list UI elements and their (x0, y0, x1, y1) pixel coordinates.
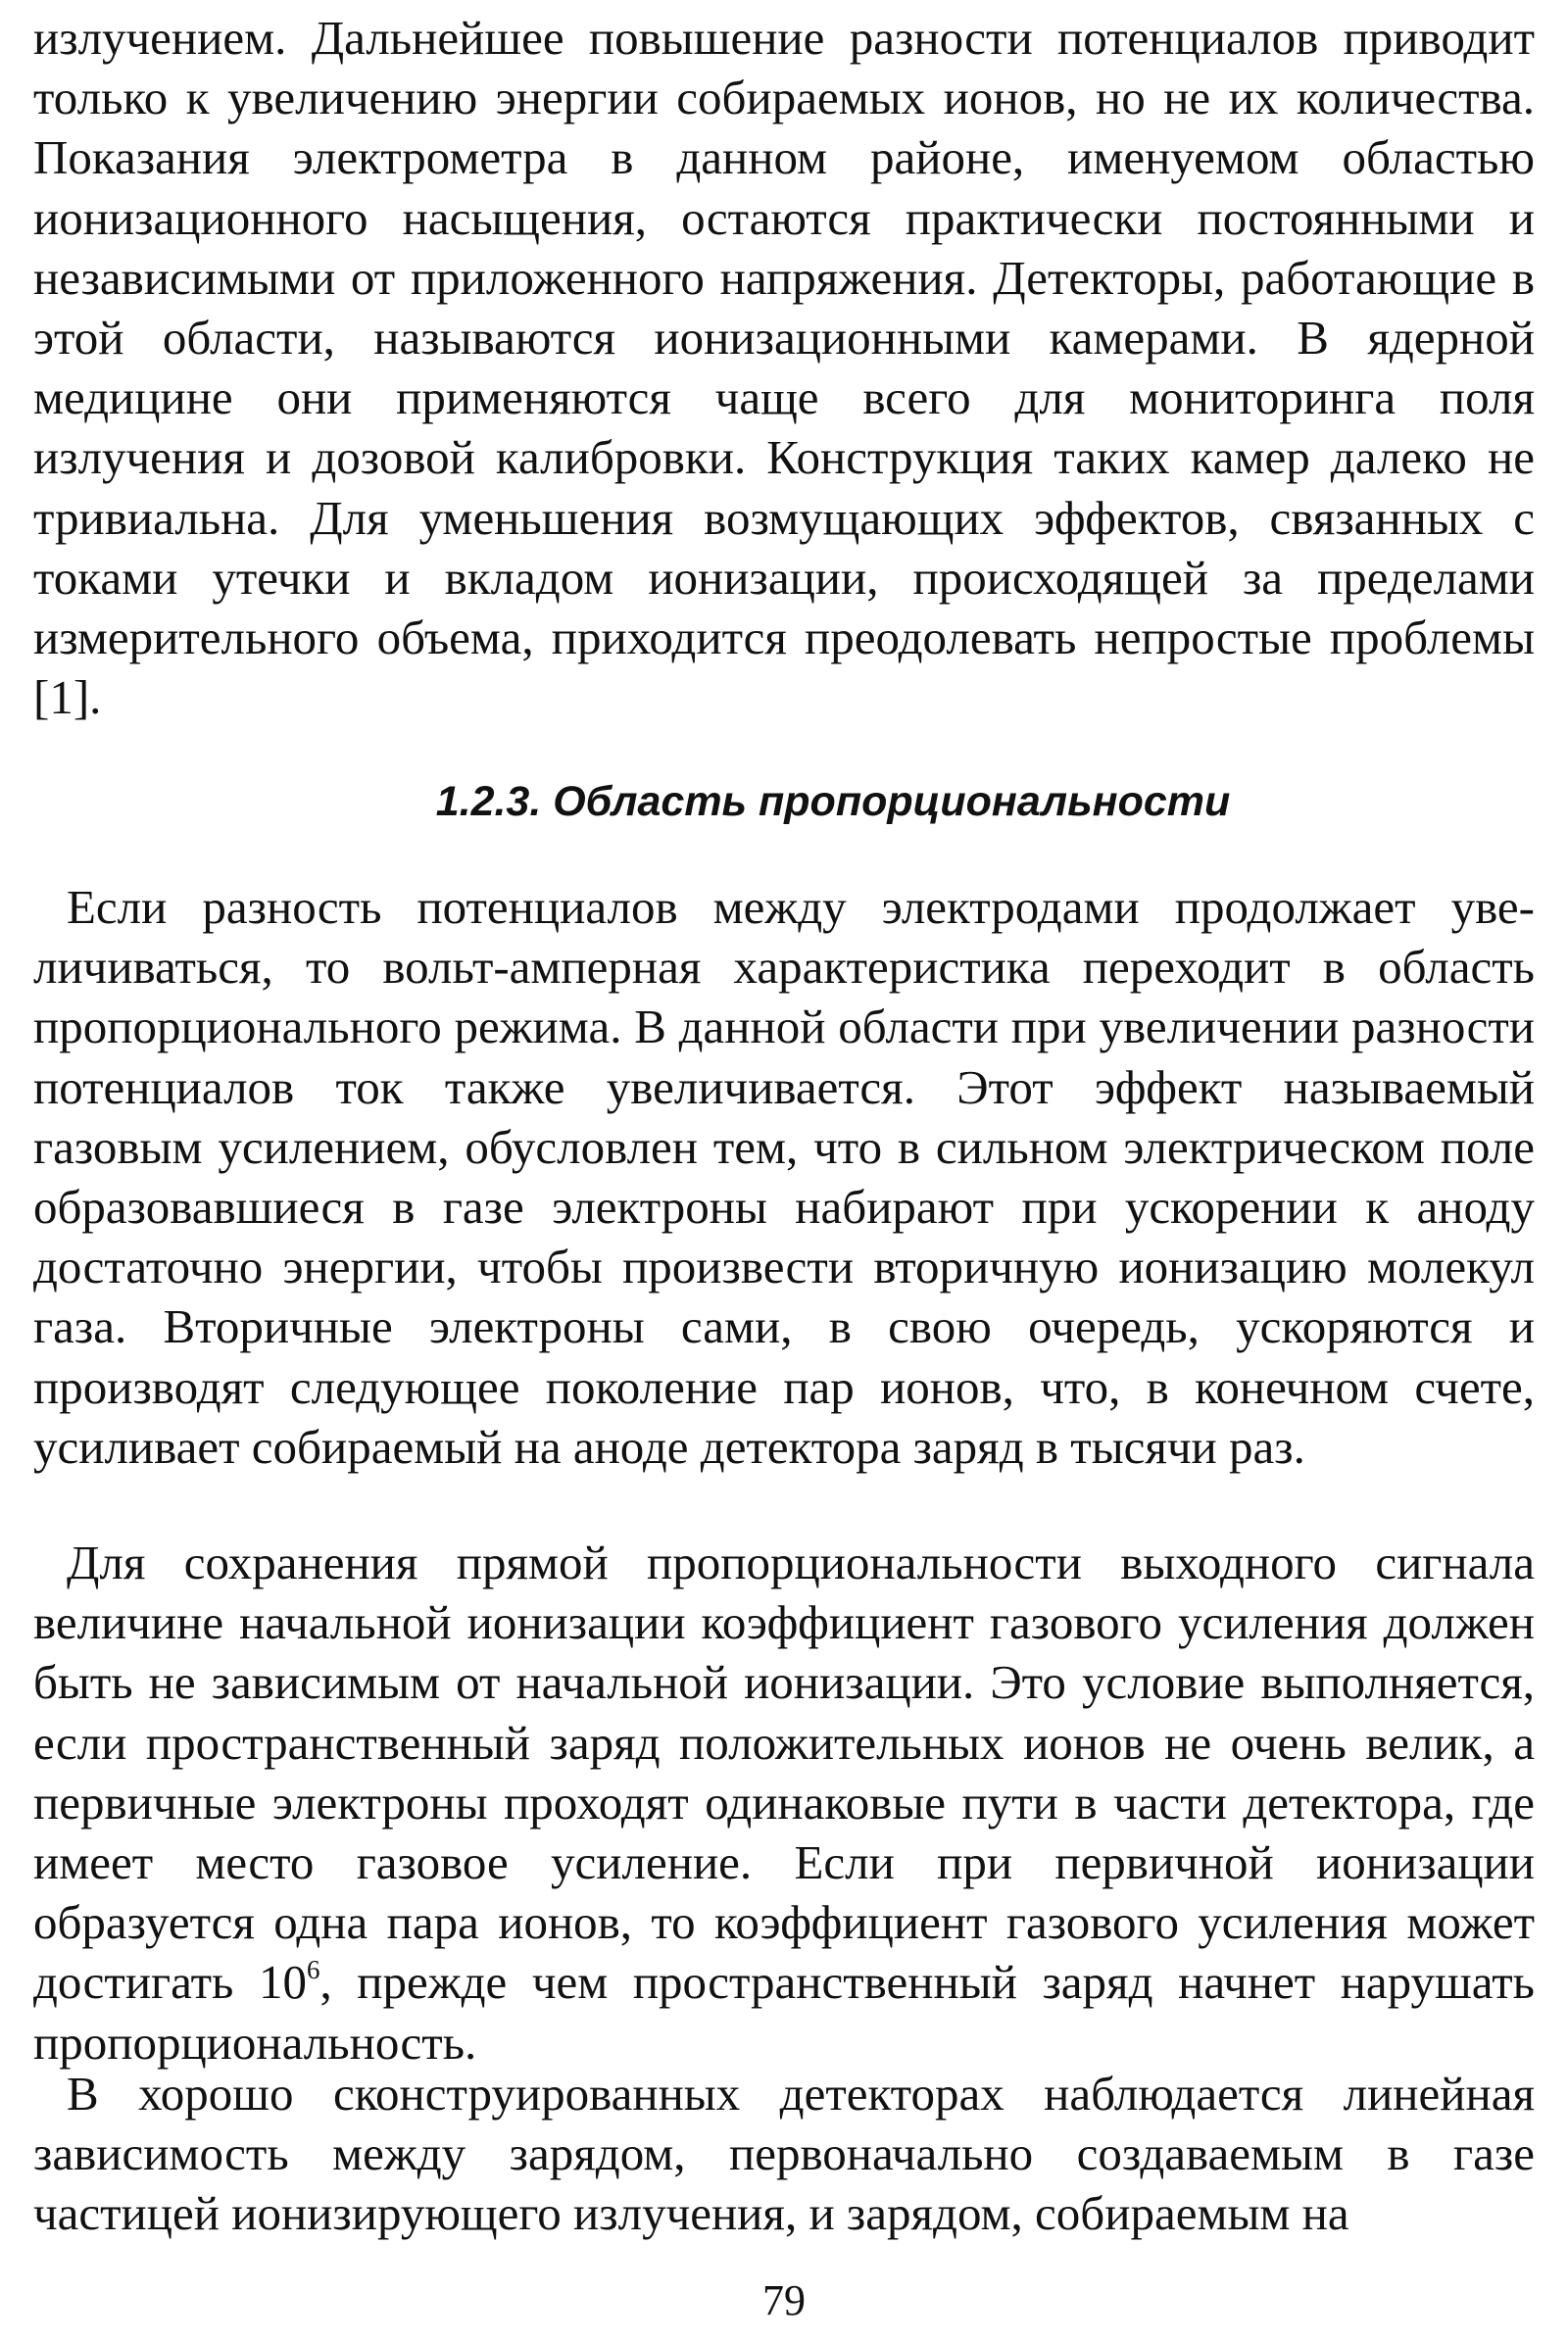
superscript-exponent: 6 (306, 1955, 320, 1985)
paragraph-linear-dependence: В хорошо сконструированных детекторах наблюдается линейная зависимость между зарядом, первоначально создаваемым в газе частицей ионизирующего излучения, и зарядом, собираемым на (33, 2067, 1535, 2241)
paragraph-text-part: , прежде чем пространственный заряд начнет нарушать пропорциональность. (33, 1955, 1536, 2070)
page-number: 79 (762, 2276, 806, 2324)
paragraph-ionization-chambers: излучением. Дальнейшее повышение разности потенциалов приводит только к увеличению энергии собираемых ионов, но не их количества. Показания электрометра в данном районе, именуемом областью ионизационного насыщения, остаются практически постоянными и независимыми от приложенного напряжения. Детекторы, работающие в этой области, называются ионизационными камерами. В ядерной медицине они применяются чаще всего для мониторинга поля излучения и дозовой калибровки. Конструкция таких камер далеко не тривиальна. Для уменьшения возмущающих эффектов, связанных с токами утечки и вкладом ионизации, происходящей за пределами измерительного объема, приходится преодолевать непростые проблемы [1]. (33, 11, 1535, 725)
paragraph-proportional-region: Если разность потенциалов между электродами продолжает увеличиваться, то вольт-амперная характеристика переходит в область пропорционального режима. В данной области при увеличении разности потенциалов ток также увеличивается. Этот эффект называемый газовым усилением, обусловлен тем, что в сильном электрическом поле образовавшиеся в газе электроны набирают при ускорении к аноду достаточно энергии, чтобы произвести вторичную ионизацию молекул газа. Вторичные электроны сами, в свою очередь, ускоряются и производят следующее поколение пар ионов, что, в конечном счете, усиливает собираемый на аноде детектора заряд в тысячи раз. (33, 880, 1535, 1474)
document-page (33, 0, 1535, 2342)
section-heading: 1.2.3. Область пропорциональности (435, 778, 1231, 825)
paragraph-gas-amplification (33, 1533, 1535, 2073)
paragraph-text-part: Для сохранения прямой пропорциональности выходного сигнала величине начальной ионизации коэффициент газового усиления должен быть не зависимым от начальной ионизации. Это условие выполняется, если пространственный заряд положительных ионов не очень велик, а первичные электроны проходят одинаковые пути в части детектора, где имеет место газовое усиление. Если при первичной ионизации образуется одна пара ионов, то коэффициент газового усиления может достигать 10 (33, 1536, 1535, 2010)
